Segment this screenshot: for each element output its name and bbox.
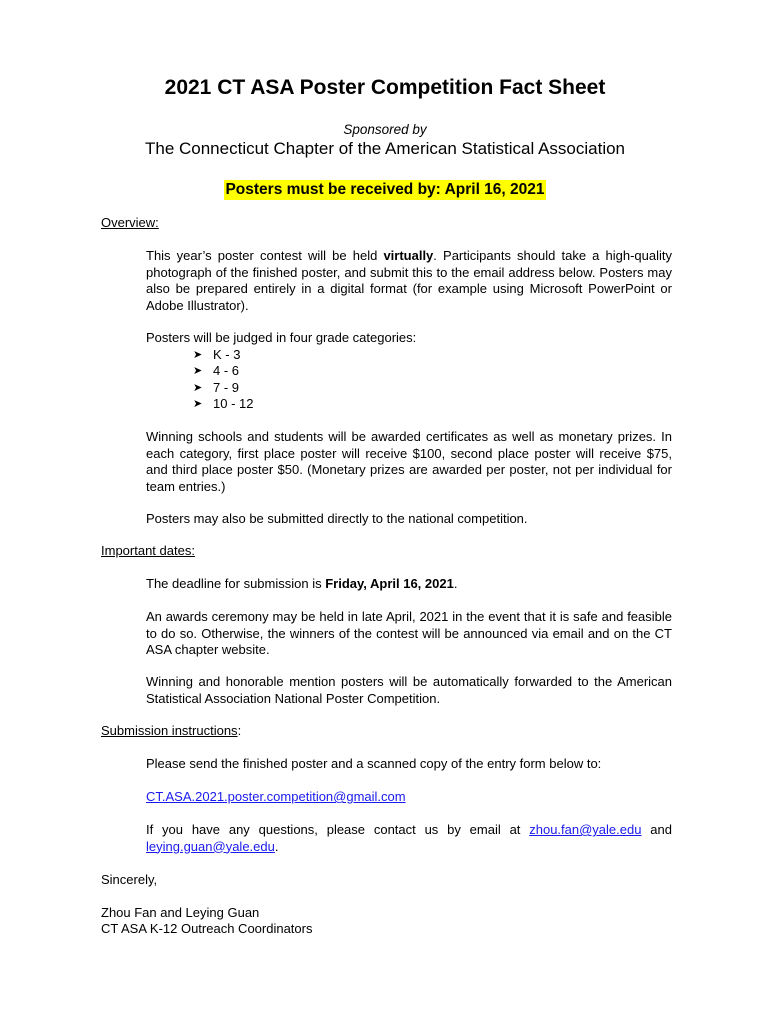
submission-heading-colon: :: [237, 723, 242, 738]
deadline-date: Friday, April 16, 2021: [325, 576, 454, 591]
list-item: [193, 347, 253, 363]
category-label: 4 - 6: [213, 363, 240, 379]
questions-text-c: .: [274, 838, 279, 854]
submission-email-link[interactable]: CT.ASA.2021.poster.competition@gmail.com: [146, 789, 406, 804]
category-label: 7 - 9: [213, 379, 240, 395]
categories-intro: Posters will be judged in four grade categories:: [146, 330, 417, 345]
deadline-text-a: The deadline for submission is: [146, 576, 326, 591]
category-label: 10 - 12: [213, 395, 254, 411]
category-label: K - 3: [213, 347, 241, 362]
list-item: [193, 363, 253, 379]
arrow-bullet-icon: ➤: [193, 349, 203, 361]
prizes-paragraph: Winning schools and students will be awarded certificates as well as monetary prizes. In each category, first place poster will receive $100, second place poster will receive $75, and third place poster $50. (Monetary prizes are awarded per poster, not per individual for team entries.): [146, 429, 672, 494]
category-list: [193, 347, 253, 412]
deadline-paragraph: [146, 576, 672, 593]
overview-text-bold: virtually: [383, 248, 434, 263]
sponsor-organization: The Connecticut Chapter of the American Statistical Association: [144, 139, 626, 158]
questions-text-a: If you have any questions, please contact us by email at: [146, 822, 530, 837]
arrow-bullet-icon: ➤: [193, 381, 203, 394]
submission-heading: [101, 723, 241, 739]
deadline-text-b: .: [453, 576, 458, 591]
overview-heading: Overview:: [101, 215, 159, 230]
deadline-banner-wrap: [0, 180, 770, 200]
closing-role: CT ASA K-12 Outreach Coordinators: [101, 921, 313, 936]
main-email-line: [146, 789, 672, 806]
list-item: [193, 396, 253, 412]
arrow-bullet-icon: ➤: [193, 397, 203, 410]
forwarding-paragraph: Winning and honorable mention posters will be automatically forwarded to the American Statistical Association National Poster Competition.: [146, 674, 672, 706]
overview-text-a: This year’s poster contest will be held: [146, 248, 384, 263]
overview-text-b: . Participants should take a high-quality photograph of the finished poster, and submit this to the email address below. Posters may also be prepared entirely in a digital format (for example using Microsoft PowerPoint or Adobe Illustrator).: [146, 248, 673, 313]
list-item: [193, 380, 253, 396]
submission-heading-text: Submission instructions: [101, 723, 238, 738]
national-paragraph: Posters may also be submitted directly to the national competition.: [146, 511, 528, 526]
deadline-banner: Posters must be received by: April 16, 2021: [225, 181, 545, 198]
leying-email-link[interactable]: leying.guan@yale.edu: [146, 838, 275, 854]
important-dates-heading: Important dates:: [101, 543, 195, 558]
questions-paragraph: [146, 822, 672, 855]
overview-paragraph: [146, 248, 672, 314]
arrow-bullet-icon: ➤: [193, 365, 203, 378]
ceremony-paragraph: An awards ceremony may be held in late April, 2021 in the event that it is safe and feasible to do so. Otherwise, the winners of the contest will be announced via email and on the CT ASA chapter website.: [146, 609, 672, 657]
zhou-email-link[interactable]: zhou.fan@yale.edu: [529, 822, 642, 837]
questions-text-b: and: [641, 822, 672, 837]
closing-sincerely: Sincerely,: [101, 872, 158, 887]
send-paragraph: Please send the finished poster and a scanned copy of the entry form below to:: [146, 756, 602, 771]
page-title: 2021 CT ASA Poster Competition Fact Sheet: [164, 76, 606, 99]
closing-names: Zhou Fan and Leying Guan: [101, 905, 260, 920]
sponsored-by-label: Sponsored by: [343, 122, 427, 137]
